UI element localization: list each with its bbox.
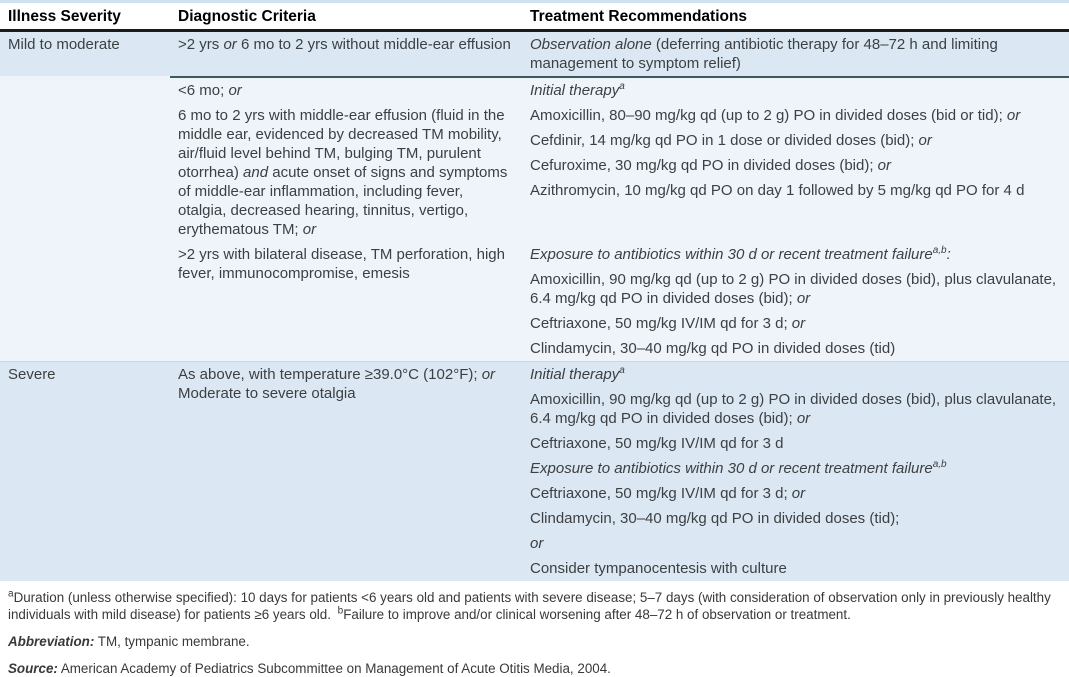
treatment-item: Ceftriaxone, 50 mg/kg IV/IM qd for 3 d — [530, 435, 784, 452]
band-mild-moderate-top — [0, 32, 1069, 76]
band-mild-moderate-rest — [0, 76, 1069, 361]
criteria-cell — [170, 362, 522, 581]
severity-cell-empty — [0, 78, 170, 103]
criteria-text: As above, with temperature ≥39.0°C (102°F); or — [178, 366, 496, 383]
criteria-text: <6 mo; or — [178, 82, 242, 99]
header-diagnostic-criteria: Diagnostic Criteria — [178, 8, 316, 25]
treatment-cell — [522, 242, 1069, 361]
criteria-cell — [170, 32, 522, 76]
treatment-item: Cefdinir, 14 mg/kg qd PO in 1 dose or divided doses (bid); or — [530, 132, 932, 149]
treatment-item: Initial therapy$^a$ — [530, 81, 625, 99]
treatment-item: Ceftriaxone, 50 mg/kg IV/IM qd for 3 d; or — [530, 485, 806, 502]
treatment-item: Amoxicillin, 90 mg/kg qd (up to 2 g) PO in divided doses (bid), plus clavulanate, 6.4 mg/kg qd PO in divided doses (bid); or — [530, 271, 1057, 307]
treatment-item: Amoxicillin, 80–90 mg/kg qd (up to 2 g) PO in divided doses (bid or tid); or — [530, 107, 1021, 124]
severity-label: Severe — [8, 366, 56, 383]
treatment-cell — [522, 103, 1069, 242]
severity-label: Mild to moderate — [8, 36, 120, 53]
treatment-item: Exposure to antibiotics within 30 d or recent treatment failure$^{a,b}$: — [530, 245, 951, 263]
table-row — [0, 362, 1069, 581]
treatment-item: Observation alone (deferring antibiotic therapy for 48–72 h and limiting management to symptom relief) — [530, 36, 998, 72]
criteria-text: 6 mo to 2 yrs with middle-ear effusion (fluid in the middle ear, evidenced by decreased TM mobility, air/fluid level behind TM, bulging TM, purulent otorrhea) and acute onset of signs and symptoms of middle-ear inflammation, including fever, otalgia, decreased hearing, tinnitus, vertigo, erythematous TM; or — [178, 107, 508, 238]
band-severe — [0, 361, 1069, 581]
criteria-text: >2 yrs with bilateral disease, TM perforation, high fever, immunocompromise, emesis — [178, 246, 505, 282]
footnotes — [0, 581, 1069, 677]
treatment-item: Clindamycin, 30–40 mg/kg qd PO in divided doses (tid) — [530, 340, 896, 357]
treatment-item: Initial therapy$^a$ — [530, 365, 625, 383]
table-row — [0, 78, 1069, 103]
treatment-cell — [522, 32, 1069, 76]
criteria-text: >2 yrs or 6 mo to 2 yrs without middle-ear effusion — [178, 36, 511, 53]
treatment-item: Clindamycin, 30–40 mg/kg qd PO in divided doses (tid); — [530, 510, 900, 527]
treatment-cell — [522, 78, 1069, 103]
criteria-cell — [170, 242, 522, 361]
criteria-cell — [170, 78, 522, 103]
severity-cell-mild-moderate — [0, 32, 170, 76]
header-treatment-recommendations: Treatment Recommendations — [530, 8, 748, 25]
table-header-row — [0, 3, 1069, 32]
severity-cell-empty — [0, 242, 170, 361]
treatment-item: Cefuroxime, 30 mg/kg qd PO in divided doses (bid); or — [530, 157, 892, 174]
severity-cell-empty — [0, 103, 170, 242]
criteria-cell — [170, 103, 522, 242]
footnote-source: Source: American Academy of Pediatrics Subcommittee on Management of Acute Otitis Media, 2004. — [8, 661, 611, 676]
criteria-text: Moderate to severe otalgia — [178, 385, 356, 402]
footnote-duration-failure: $^a$Duration (unless otherwise specified): 10 days for patients <6 years old and patients with severe disease; 5–7 days (with consideration of observation only in previously healthy individuals with mild disease) for patients ≥6 years old. $^b$Failure to improve and/or clinical worsening after 48–72 h of observation or treatment. — [8, 588, 1051, 622]
table-row — [0, 32, 1069, 76]
header-illness-severity: Illness Severity — [8, 8, 121, 25]
treatment-item: Exposure to antibiotics within 30 d or recent treatment failure$^{a,b}$ — [530, 459, 947, 477]
treatment-cell — [522, 362, 1069, 581]
treatment-item: Ceftriaxone, 50 mg/kg IV/IM qd for 3 d; or — [530, 315, 806, 332]
treatment-item: or — [530, 535, 544, 552]
severity-cell-severe — [0, 362, 170, 581]
table-row — [0, 103, 1069, 242]
treatment-item: Consider tympanocentesis with culture — [530, 560, 787, 577]
treatment-item: Amoxicillin, 90 mg/kg qd (up to 2 g) PO in divided doses (bid), plus clavulanate, 6.4 mg/kg qd PO in divided doses (bid); or — [530, 391, 1057, 427]
table-row — [0, 242, 1069, 361]
treatment-item: Azithromycin, 10 mg/kg qd PO on day 1 followed by 5 mg/kg qd PO for 4 d — [530, 182, 1025, 199]
footnote-abbreviation: Abbreviation: TM, tympanic membrane. — [8, 634, 250, 649]
